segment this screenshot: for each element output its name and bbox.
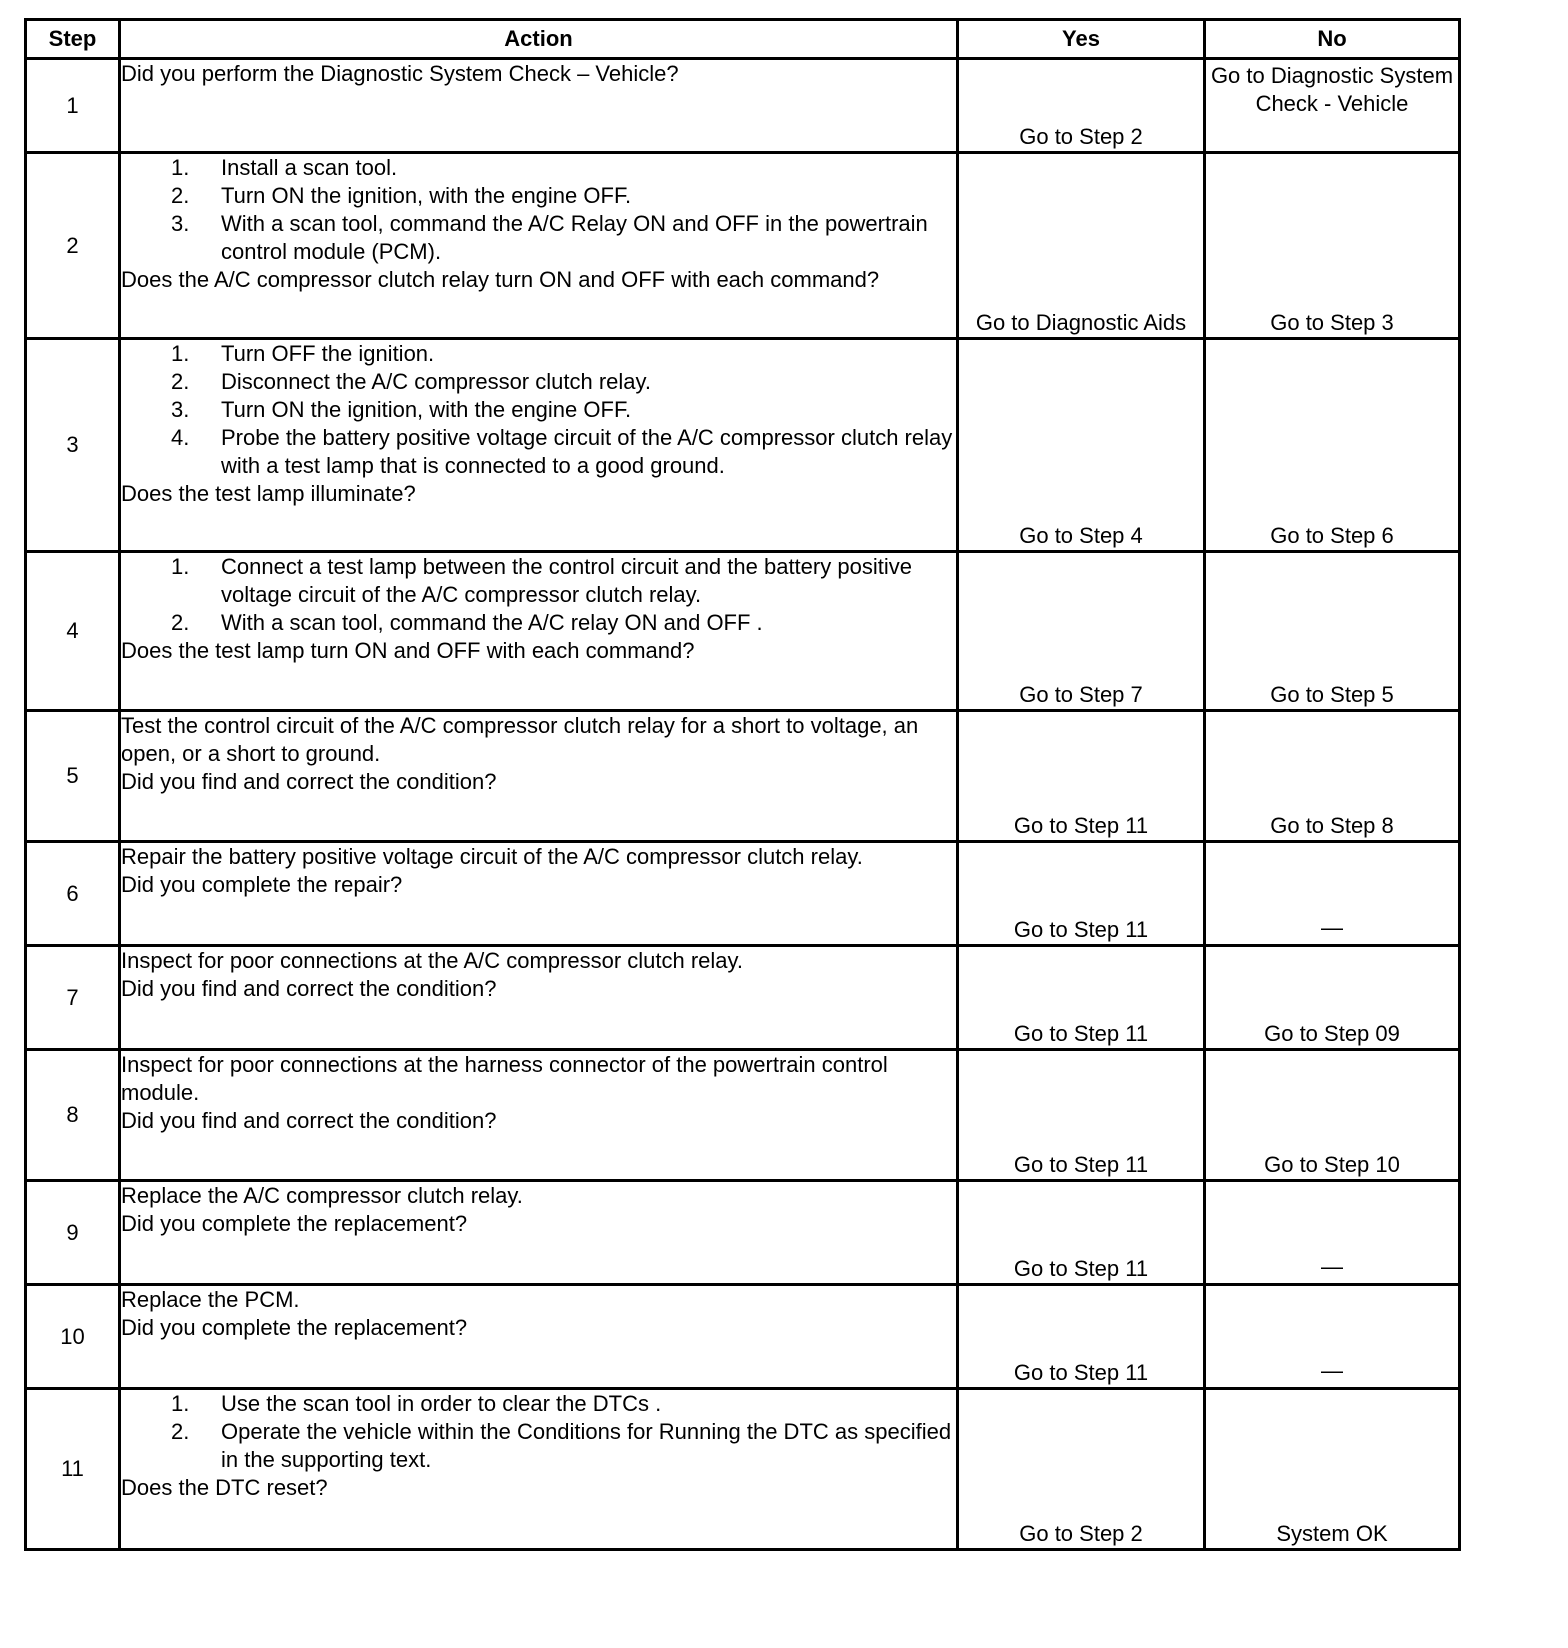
no-result: Go to Step 10: [1205, 1050, 1460, 1181]
instruction-item: 4. Probe the battery positive voltage circuit of the A/C compressor clutch relay with a test lamp that is connected to a good ground.: [171, 425, 953, 478]
table-row: [26, 1285, 1460, 1389]
table-row: [26, 946, 1460, 1050]
step-number: 4: [26, 552, 120, 711]
header-action: Action: [120, 20, 958, 59]
instruction-item: 3. With a scan tool, command the A/C Relay ON and OFF in the powertrain control module (PCM).: [171, 211, 928, 264]
action-question: Did you find and correct the condition?: [121, 976, 497, 1001]
table-row: [26, 552, 1460, 711]
header-no: No: [1205, 20, 1460, 59]
instruction-list: [121, 340, 956, 480]
step-number: 1: [26, 59, 120, 153]
action-description: Replace the A/C compressor clutch relay.: [121, 1183, 523, 1208]
step-number: 5: [26, 711, 120, 842]
no-result: —: [1205, 842, 1460, 946]
header-row: [26, 20, 1460, 59]
yes-result: Go to Diagnostic Aids: [958, 153, 1205, 339]
action-cell: [120, 1050, 958, 1181]
no-result: —: [1205, 1181, 1460, 1285]
action-description: Test the control circuit of the A/C compressor clutch relay for a short to voltage, an open, or a short to ground.: [121, 713, 919, 766]
instruction-item: 1. Use the scan tool in order to clear the DTCs .: [171, 1391, 662, 1416]
action-description: Did you perform the Diagnostic System Check – Vehicle?: [121, 61, 679, 86]
action-question: Did you find and correct the condition?: [121, 769, 497, 794]
table-row: [26, 1389, 1460, 1550]
instruction-item: 2. Operate the vehicle within the Conditions for Running the DTC as specified in the supporting text.: [171, 1419, 952, 1472]
action-question: Did you find and correct the condition?: [121, 1108, 497, 1133]
diagnostic-table: [24, 18, 1461, 1551]
action-description: Inspect for poor connections at the harness connector of the powertrain control module.: [121, 1052, 888, 1105]
instruction-item: 2. Disconnect the A/C compressor clutch relay.: [171, 369, 651, 394]
yes-result: Go to Step 11: [958, 711, 1205, 842]
action-description: Repair the battery positive voltage circuit of the A/C compressor clutch relay.: [121, 844, 863, 869]
action-cell: [120, 59, 958, 153]
yes-result: Go to Step 7: [958, 552, 1205, 711]
action-cell: [120, 1285, 958, 1389]
yes-result: Go to Step 11: [958, 946, 1205, 1050]
no-result: Go to Step 6: [1205, 339, 1460, 552]
step-number: 6: [26, 842, 120, 946]
action-cell: [120, 711, 958, 842]
action-cell: [120, 552, 958, 711]
step-number: 10: [26, 1285, 120, 1389]
action-question: Does the test lamp illuminate?: [121, 481, 416, 506]
table-row: [26, 59, 1460, 153]
header-step: Step: [26, 20, 120, 59]
step-number: 8: [26, 1050, 120, 1181]
action-cell: [120, 1389, 958, 1550]
step-number: 11: [26, 1389, 120, 1550]
step-number: 3: [26, 339, 120, 552]
yes-result: Go to Step 11: [958, 1285, 1205, 1389]
table-row: [26, 711, 1460, 842]
table-row: [26, 842, 1460, 946]
header-yes: Yes: [958, 20, 1205, 59]
instruction-item: 1. Connect a test lamp between the control circuit and the battery positive voltage circuit of the A/C compressor clutch relay.: [171, 554, 912, 607]
yes-result: Go to Step 11: [958, 842, 1205, 946]
action-cell: [120, 339, 958, 552]
step-number: 7: [26, 946, 120, 1050]
yes-result: Go to Step 2: [958, 1389, 1205, 1550]
instruction-list: [121, 553, 956, 637]
action-description: Inspect for poor connections at the A/C compressor clutch relay.: [121, 948, 744, 973]
action-cell: [120, 153, 958, 339]
yes-result: Go to Step 11: [958, 1181, 1205, 1285]
action-cell: [120, 946, 958, 1050]
no-result: —: [1205, 1285, 1460, 1389]
instruction-item: 1. Turn OFF the ignition.: [171, 341, 435, 366]
table-row: [26, 153, 1460, 339]
table-row: [26, 339, 1460, 552]
action-cell: [120, 1181, 958, 1285]
instruction-list: [121, 1390, 956, 1474]
step-number: 2: [26, 153, 120, 339]
no-result: Go to Step 09: [1205, 946, 1460, 1050]
instruction-list: [121, 154, 956, 266]
action-question: Did you complete the replacement?: [121, 1315, 468, 1340]
action-question: Did you complete the replacement?: [121, 1211, 468, 1236]
yes-result: Go to Step 4: [958, 339, 1205, 552]
no-result: Go to Step 8: [1205, 711, 1460, 842]
table-row: [26, 1050, 1460, 1181]
instruction-item: 1. Install a scan tool.: [171, 155, 398, 180]
table-row: [26, 1181, 1460, 1285]
action-cell: [120, 842, 958, 946]
no-result: Go to Step 5: [1205, 552, 1460, 711]
no-result: System OK: [1205, 1389, 1460, 1550]
action-question: Does the A/C compressor clutch relay turn ON and OFF with each command?: [121, 267, 880, 292]
action-question: Did you complete the repair?: [121, 872, 403, 897]
instruction-item: 3. Turn ON the ignition, with the engine OFF.: [171, 397, 632, 422]
action-question: Does the test lamp turn ON and OFF with each command?: [121, 638, 695, 663]
instruction-item: 2. With a scan tool, command the A/C relay ON and OFF .: [171, 610, 763, 635]
action-question: Does the DTC reset?: [121, 1475, 328, 1500]
yes-result: Go to Step 2: [958, 59, 1205, 153]
no-result: Go to Diagnostic System Check - Vehicle: [1205, 59, 1460, 153]
no-result: Go to Step 3: [1205, 153, 1460, 339]
instruction-item: 2. Turn ON the ignition, with the engine OFF.: [171, 183, 632, 208]
action-description: Replace the PCM.: [121, 1287, 300, 1312]
step-number: 9: [26, 1181, 120, 1285]
yes-result: Go to Step 11: [958, 1050, 1205, 1181]
